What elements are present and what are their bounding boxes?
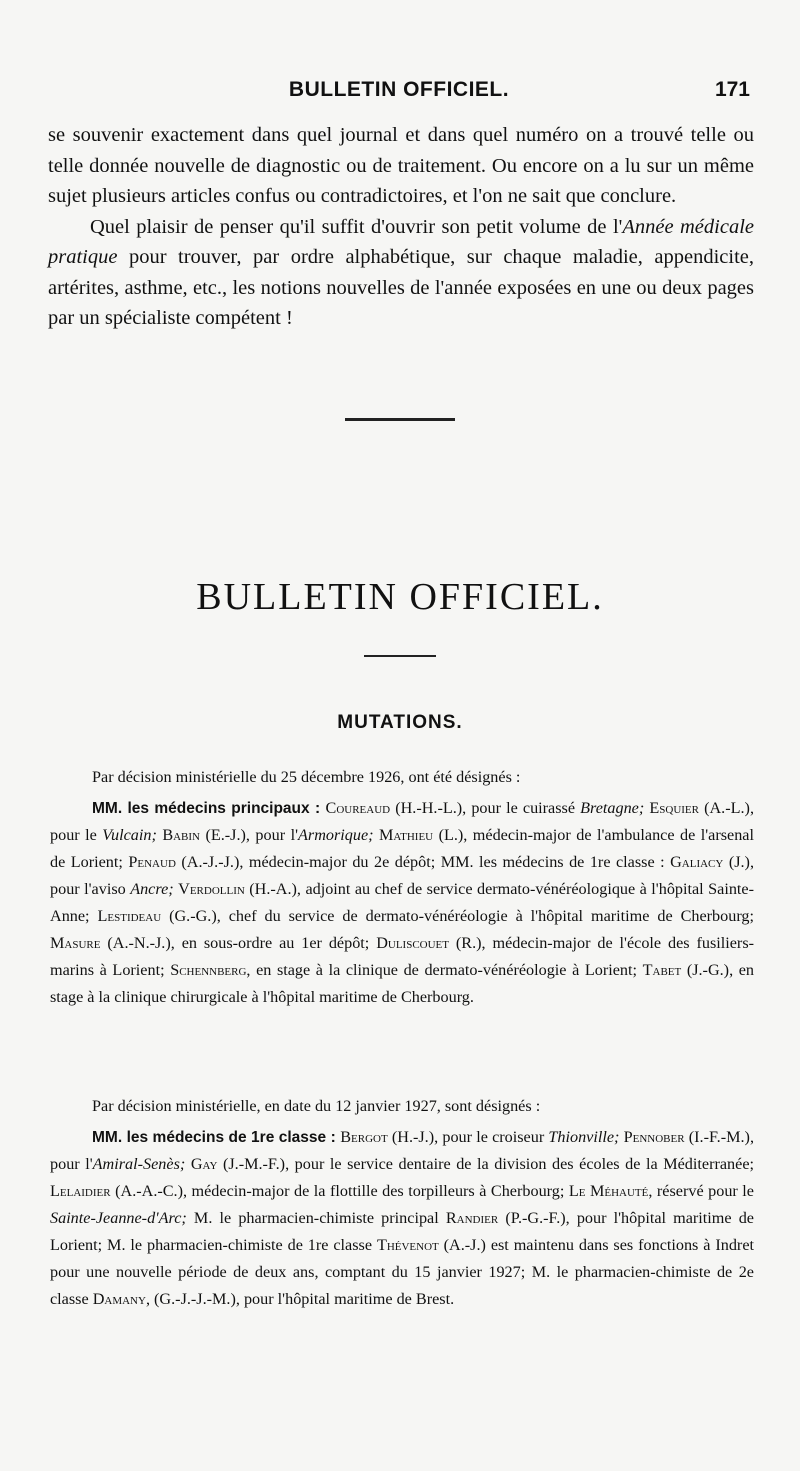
text-span: (H.-J.), pour le croiseur xyxy=(387,1128,549,1146)
decision-intro: Par décision ministérielle du 25 décembre 1926, ont été désignés : xyxy=(92,768,521,786)
text-span: (E.-J.), pour l' xyxy=(200,826,298,844)
running-head xyxy=(48,78,750,110)
ship-name: Thionville; xyxy=(548,1128,620,1146)
text-span: (A.-L.), pour le xyxy=(50,799,754,844)
text-span: (A.-J.) est maintenu dans ses fonctions à Indret pour une nouvelle période de deux ans, comptant du 15 janvier 1927; M. le pharmacien-chimiste de 2e classe xyxy=(50,1236,755,1308)
paragraph xyxy=(48,212,754,334)
text-span: (J.), pour l'aviso xyxy=(50,853,754,898)
text-span: , en stage à la clinique de dermato-vénéréologie à Lorient; xyxy=(246,961,643,979)
person-name: Penaud xyxy=(128,853,176,871)
decision-block-2 xyxy=(50,1093,754,1313)
text-span: Quel plaisir de penser qu'il suffit d'ouvrir son petit volume de l' xyxy=(90,215,623,238)
text-span: (A.-N.-J.), en sous-ordre au 1er dépôt; xyxy=(100,934,377,952)
ship-name: Armorique; xyxy=(298,826,374,844)
person-name: Le Méhauté xyxy=(568,1182,649,1200)
text-span: , réservé pour le xyxy=(648,1182,754,1200)
person-name: Bergot xyxy=(340,1128,388,1146)
person-name: Gay xyxy=(190,1155,218,1173)
ship-name: Vulcain; xyxy=(102,826,157,844)
person-name: Esquier xyxy=(649,799,699,817)
person-name: Damany xyxy=(92,1290,146,1308)
person-name: Duliscouet xyxy=(376,934,450,952)
person-name: Schennberg xyxy=(170,961,247,979)
section-title: MUTATIONS. xyxy=(337,712,463,733)
ship-name: Bretagne; xyxy=(580,799,645,817)
person-name: Mathieu xyxy=(379,826,434,844)
text-span: (P.-G.-F.), pour l'hôpital maritime de Lorient; M. le pharmacien-chimiste de 1re classe xyxy=(50,1209,754,1254)
ship-name: Amiral-Senès; xyxy=(92,1155,186,1173)
text-span: (J.-M.-F.), pour le service dentaire de la division des écoles de la Méditerranée; xyxy=(217,1155,755,1173)
person-name: Masure xyxy=(50,934,101,952)
text-span: M. le pharmacien-chimiste principal xyxy=(186,1209,446,1227)
person-name: Lestideau xyxy=(97,907,162,925)
paragraph: se souvenir exactement dans quel journal et dans quel numéro on a trouvé telle ou telle donnée nouvelle de diagnostic ou de traitement. Ou encore on a lu sur un même sujet plusieurs articles confus ou contradictoires, et l'on ne sait que conclure. xyxy=(48,124,754,207)
ship-name: Sainte-Jeanne-d'Arc; xyxy=(50,1209,187,1227)
divider-rule xyxy=(364,655,436,657)
page-number: 171 xyxy=(714,78,750,101)
text-span: (R.), médecin-major de l'école des fusiliers-marins à Lorient; xyxy=(50,934,755,979)
text-span: pour trouver, par ordre alphabétique, sur chaque maladie, appendicite, artérites, asthme, etc., les notions nouvelles de l'année exposées en une ou deux pages par un spécialiste compétent ! xyxy=(48,246,754,329)
decision-block-1 xyxy=(50,764,754,1011)
text-span: (J.-G.), en stage à la clinique chirurgicale à l'hôpital maritime de Cherbourg. xyxy=(50,961,754,1006)
person-name: Galiacy xyxy=(670,853,724,871)
decision-paragraph xyxy=(50,1124,754,1313)
divider-rule xyxy=(345,418,455,421)
decision-intro: Par décision ministérielle, en date du 12 janvier 1927, sont désignés : xyxy=(92,1097,541,1115)
person-name: Babin xyxy=(162,826,200,844)
person-name: Coureaud xyxy=(325,799,391,817)
person-name: Pennober xyxy=(623,1128,685,1146)
person-name: Verdollin xyxy=(178,880,245,898)
decision-paragraph xyxy=(50,795,754,1011)
text-span: (I.-F.-M.), pour l' xyxy=(50,1128,754,1173)
text-span: (H.-A.), adjoint au chef de service dermato-vénéréologique à l'hôpital Sainte-Anne; xyxy=(50,880,755,925)
person-name: Thévenot xyxy=(376,1236,439,1254)
book-title: Année médicale pratique xyxy=(48,215,754,268)
text-span: (A.-A.-C.), médecin-major de la flottille des torpilleurs à Cherbourg; xyxy=(110,1182,569,1200)
text-span: (H.-H.-L.), pour le cuirassé xyxy=(390,799,581,817)
text-span: , (G.-J.-J.-M.), pour l'hôpital maritime de Brest. xyxy=(145,1290,455,1308)
ship-name: Ancre; xyxy=(130,880,174,898)
text-span: (A.-J.-J.), médecin-major du 2e dépôt; MM. les médecins de 1re classe : xyxy=(175,853,671,871)
person-name: Randier xyxy=(445,1209,499,1227)
bulletin-title: BULLETIN OFFICIEL. xyxy=(196,576,604,618)
running-title: BULLETIN OFFICIEL. xyxy=(288,78,510,101)
person-name: Tabet xyxy=(642,961,682,979)
continuation-text xyxy=(48,120,754,334)
person-name: Lelaidier xyxy=(50,1182,111,1200)
text-span: (L.), médecin-major de l'ambulance de l'arsenal de Lorient; xyxy=(50,826,754,871)
text-span: MM. les médecins de 1re classe : xyxy=(92,1129,341,1146)
text-span: (G.-G.), chef du service de dermato-vénéréologie à l'hôpital maritime de Cherbourg; xyxy=(161,907,755,925)
text-span: MM. les médecins principaux : xyxy=(92,800,326,817)
